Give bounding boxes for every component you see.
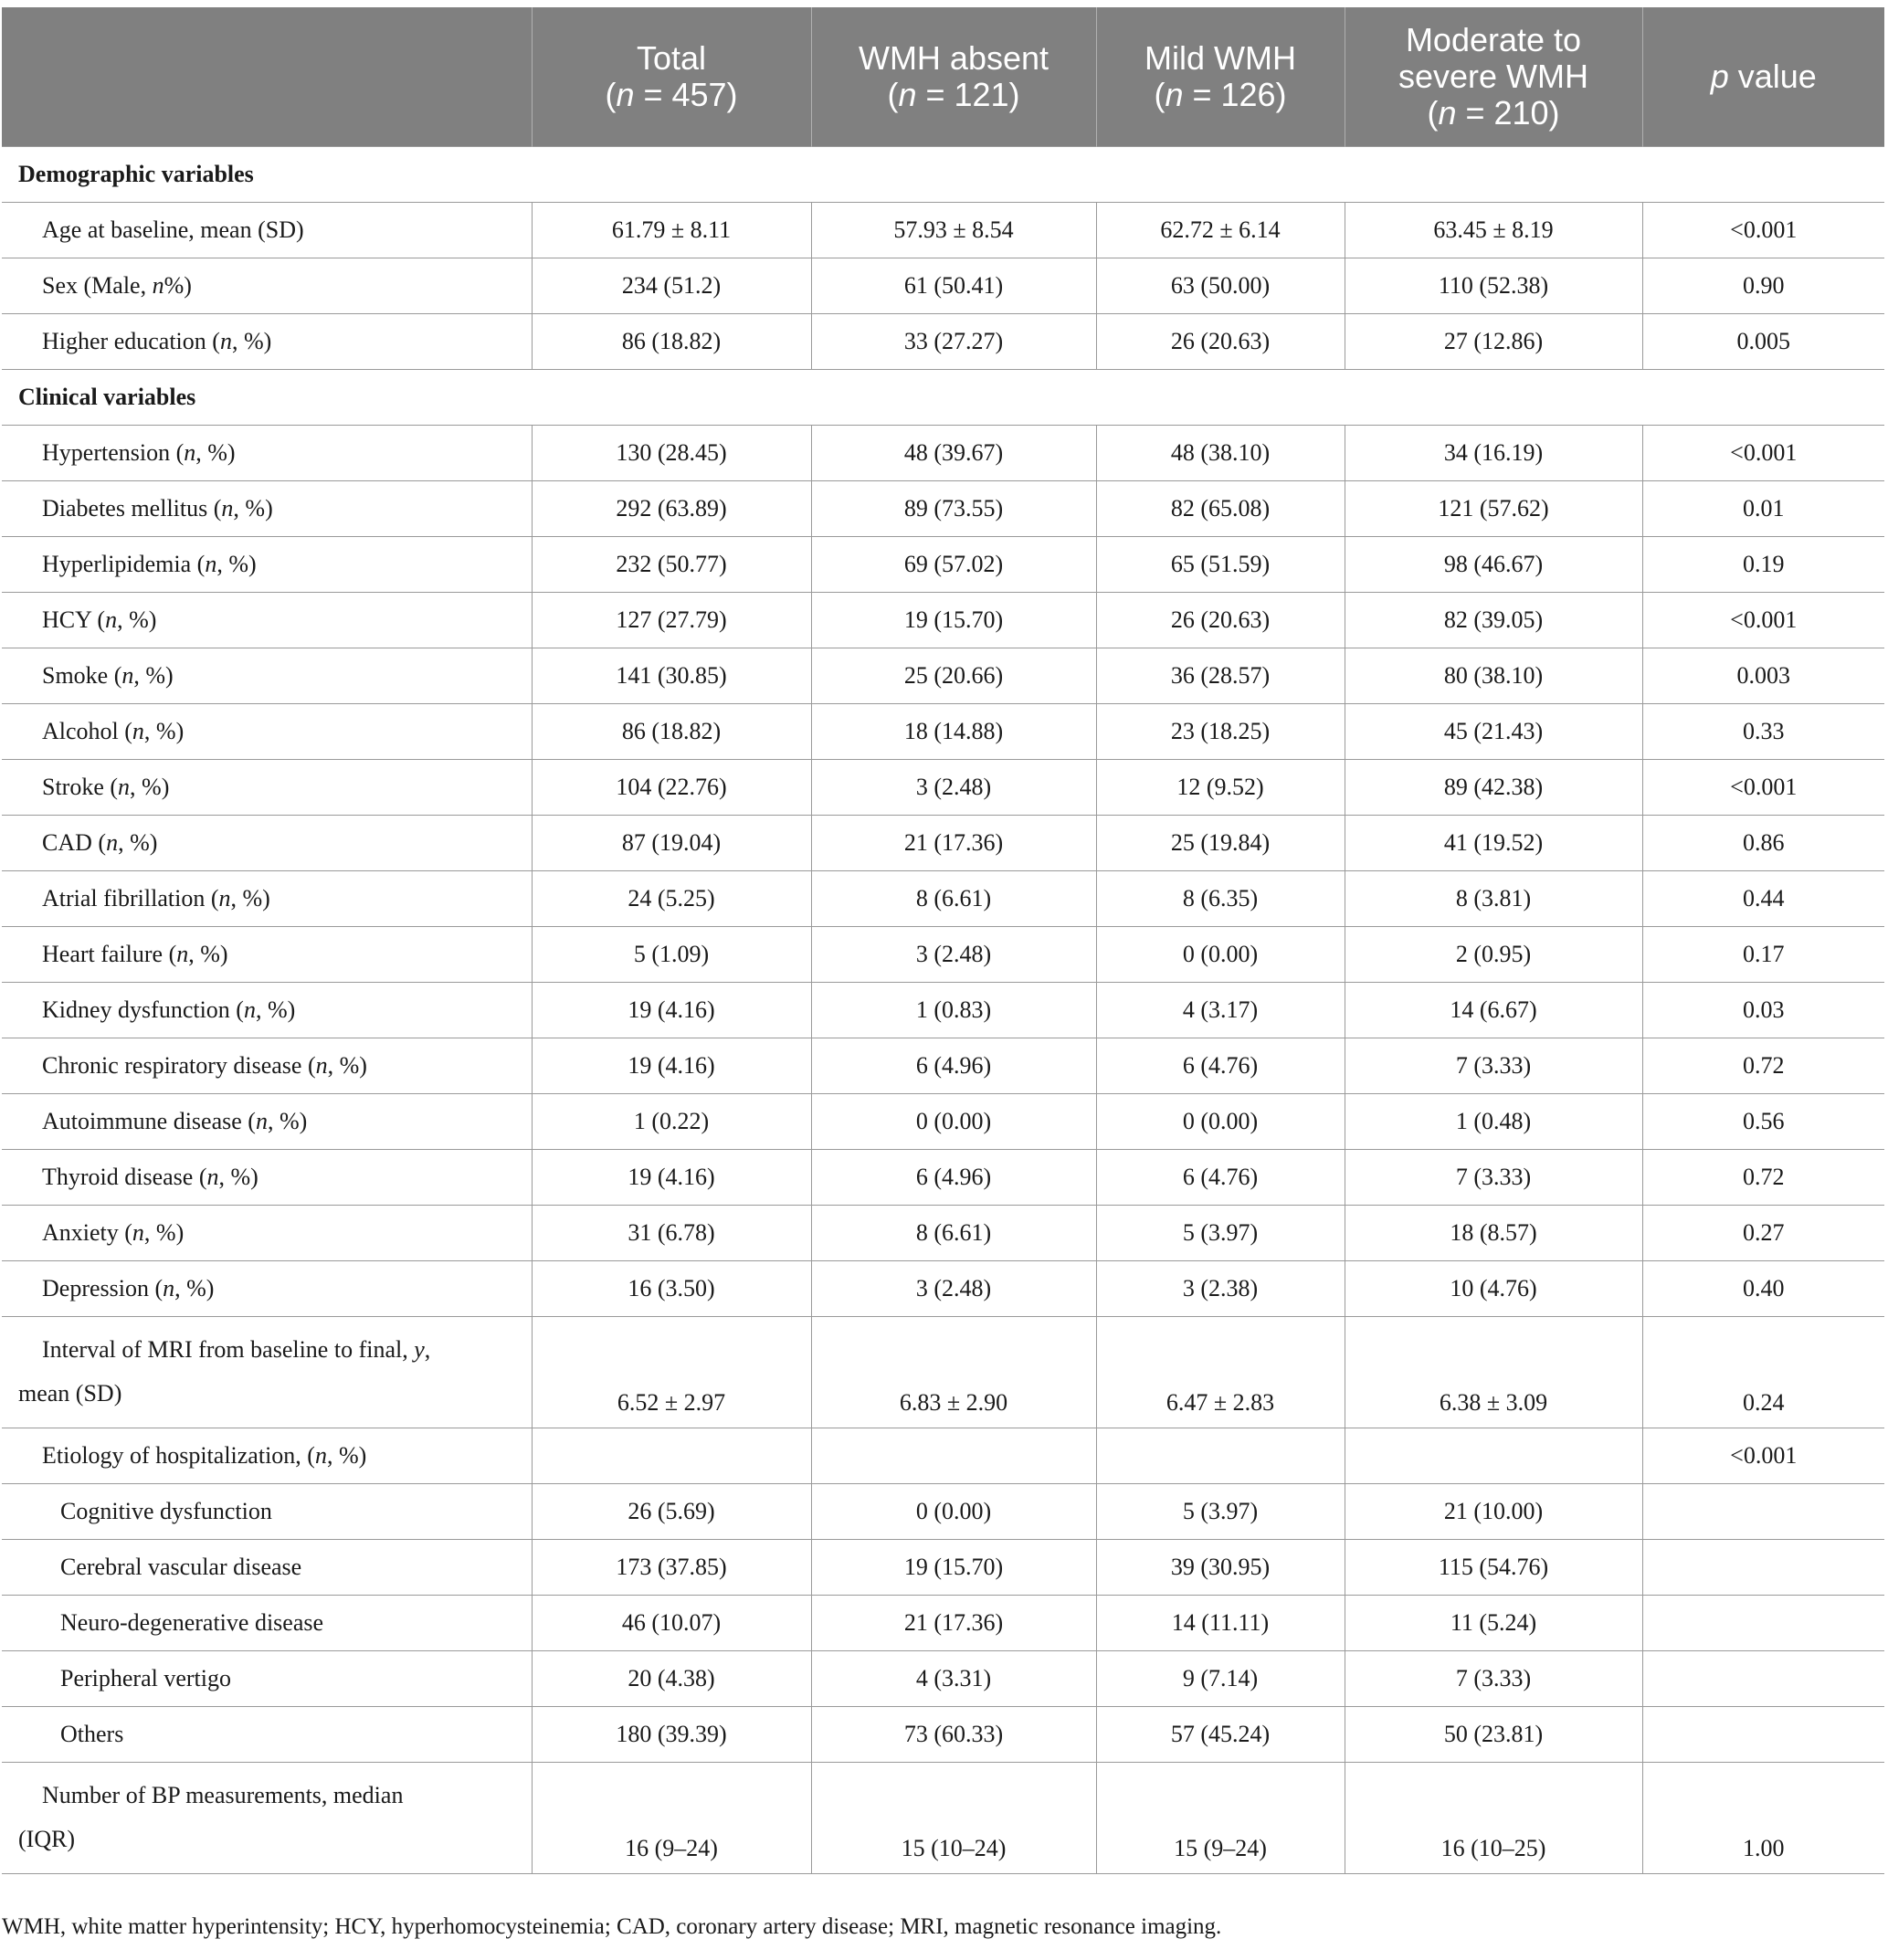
cell-moderate-severe-wmh: 7 (3.33) bbox=[1345, 1150, 1642, 1206]
cell-total: 46 (10.07) bbox=[532, 1596, 811, 1651]
cell-mild-wmh: 0 (0.00) bbox=[1096, 1094, 1345, 1150]
cell-p-value bbox=[1642, 1540, 1884, 1596]
table-row bbox=[2, 816, 1884, 871]
row-label: Number of BP measurements, median (IQR) bbox=[2, 1763, 532, 1874]
row-label: Kidney dysfunction (n, %) bbox=[2, 983, 532, 1038]
cell-moderate-severe-wmh: 11 (5.24) bbox=[1345, 1596, 1642, 1651]
cell-p-value: 0.005 bbox=[1642, 314, 1884, 370]
cell-wmh-absent: 6 (4.96) bbox=[811, 1038, 1096, 1094]
cell-wmh-absent: 15 (10–24) bbox=[811, 1763, 1096, 1874]
cell-p-value: 0.03 bbox=[1642, 983, 1884, 1038]
cell-total: 5 (1.09) bbox=[532, 927, 811, 983]
cell-mild-wmh: 25 (19.84) bbox=[1096, 816, 1345, 871]
cell-total: 19 (4.16) bbox=[532, 983, 811, 1038]
cell-p-value: <0.001 bbox=[1642, 203, 1884, 258]
cell-wmh-absent: 3 (2.48) bbox=[811, 1261, 1096, 1317]
table-row bbox=[2, 1428, 1884, 1484]
row-label: Others bbox=[2, 1707, 532, 1763]
cell-p-value: 0.72 bbox=[1642, 1038, 1884, 1094]
cell-mild-wmh: 6 (4.76) bbox=[1096, 1150, 1345, 1206]
cell-total: 130 (28.45) bbox=[532, 426, 811, 481]
cell-p-value: 0.72 bbox=[1642, 1150, 1884, 1206]
table-row bbox=[2, 871, 1884, 927]
cell-mild-wmh: 65 (51.59) bbox=[1096, 537, 1345, 593]
cell-mild-wmh: 39 (30.95) bbox=[1096, 1540, 1345, 1596]
cell-moderate-severe-wmh: 80 (38.10) bbox=[1345, 648, 1642, 704]
row-label: Higher education (n, %) bbox=[2, 314, 532, 370]
cell-moderate-severe-wmh: 45 (21.43) bbox=[1345, 704, 1642, 760]
cell-mild-wmh: 15 (9–24) bbox=[1096, 1763, 1345, 1874]
cell-total: 104 (22.76) bbox=[532, 760, 811, 816]
table-row bbox=[2, 537, 1884, 593]
cell-wmh-absent: 4 (3.31) bbox=[811, 1651, 1096, 1707]
row-label: Smoke (n, %) bbox=[2, 648, 532, 704]
cell-total: 61.79 ± 8.11 bbox=[532, 203, 811, 258]
cell-total: 1 (0.22) bbox=[532, 1094, 811, 1150]
cell-mild-wmh: 26 (20.63) bbox=[1096, 593, 1345, 648]
cell-p-value: 0.44 bbox=[1642, 871, 1884, 927]
cell-total: 87 (19.04) bbox=[532, 816, 811, 871]
cell-wmh-absent: 69 (57.02) bbox=[811, 537, 1096, 593]
row-label: Hypertension (n, %) bbox=[2, 426, 532, 481]
cell-moderate-severe-wmh: 41 (19.52) bbox=[1345, 816, 1642, 871]
table-row bbox=[2, 1038, 1884, 1094]
cell-total: 31 (6.78) bbox=[532, 1206, 811, 1261]
cell-moderate-severe-wmh: 1 (0.48) bbox=[1345, 1094, 1642, 1150]
baseline-characteristics-table bbox=[2, 7, 1884, 1874]
cell-moderate-severe-wmh: 8 (3.81) bbox=[1345, 871, 1642, 927]
cell-mild-wmh: 6 (4.76) bbox=[1096, 1038, 1345, 1094]
table-row bbox=[2, 1261, 1884, 1317]
cell-mild-wmh: 14 (11.11) bbox=[1096, 1596, 1345, 1651]
cell-p-value: 0.003 bbox=[1642, 648, 1884, 704]
cell-total: 19 (4.16) bbox=[532, 1150, 811, 1206]
cell-p-value: 0.19 bbox=[1642, 537, 1884, 593]
row-label: Alcohol (n, %) bbox=[2, 704, 532, 760]
section-header-row bbox=[2, 370, 1884, 426]
cell-p-value bbox=[1642, 1596, 1884, 1651]
row-label: Stroke (n, %) bbox=[2, 760, 532, 816]
cell-p-value: 0.56 bbox=[1642, 1094, 1884, 1150]
cell-total: 16 (3.50) bbox=[532, 1261, 811, 1317]
cell-p-value: 0.33 bbox=[1642, 704, 1884, 760]
cell-moderate-severe-wmh: 34 (16.19) bbox=[1345, 426, 1642, 481]
cell-mild-wmh: 62.72 ± 6.14 bbox=[1096, 203, 1345, 258]
row-label: Atrial fibrillation (n, %) bbox=[2, 871, 532, 927]
cell-p-value: <0.001 bbox=[1642, 760, 1884, 816]
cell-wmh-absent bbox=[811, 1428, 1096, 1484]
cell-total: 16 (9–24) bbox=[532, 1763, 811, 1874]
row-label: Thyroid disease (n, %) bbox=[2, 1150, 532, 1206]
row-label: CAD (n, %) bbox=[2, 816, 532, 871]
cell-p-value: 0.17 bbox=[1642, 927, 1884, 983]
row-label: HCY (n, %) bbox=[2, 593, 532, 648]
cell-wmh-absent: 6.83 ± 2.90 bbox=[811, 1317, 1096, 1428]
cell-p-value: <0.001 bbox=[1642, 426, 1884, 481]
cell-wmh-absent: 1 (0.83) bbox=[811, 983, 1096, 1038]
cell-moderate-severe-wmh: 2 (0.95) bbox=[1345, 927, 1642, 983]
cell-total: 141 (30.85) bbox=[532, 648, 811, 704]
table-row bbox=[2, 1707, 1884, 1763]
cell-moderate-severe-wmh: 6.38 ± 3.09 bbox=[1345, 1317, 1642, 1428]
cell-wmh-absent: 0 (0.00) bbox=[811, 1484, 1096, 1540]
cell-wmh-absent: 61 (50.41) bbox=[811, 258, 1096, 314]
table-row bbox=[2, 258, 1884, 314]
section-header-row bbox=[2, 147, 1884, 203]
table-row bbox=[2, 203, 1884, 258]
cell-moderate-severe-wmh: 10 (4.76) bbox=[1345, 1261, 1642, 1317]
row-label: Age at baseline, mean (SD) bbox=[2, 203, 532, 258]
cell-total: 20 (4.38) bbox=[532, 1651, 811, 1707]
header-blank bbox=[2, 7, 532, 147]
cell-total: 127 (27.79) bbox=[532, 593, 811, 648]
cell-wmh-absent: 18 (14.88) bbox=[811, 704, 1096, 760]
cell-total: 86 (18.82) bbox=[532, 314, 811, 370]
row-label: Depression (n, %) bbox=[2, 1261, 532, 1317]
cell-wmh-absent: 0 (0.00) bbox=[811, 1094, 1096, 1150]
cell-wmh-absent: 89 (73.55) bbox=[811, 481, 1096, 537]
cell-mild-wmh: 63 (50.00) bbox=[1096, 258, 1345, 314]
table-footnote: WMH, white matter hyperintensity; HCY, hyperhomocysteinemia; CAD, coronary artery disease; MRI, magnetic resonance imaging. bbox=[2, 1914, 1222, 1939]
table-row bbox=[2, 1094, 1884, 1150]
cell-total: 292 (63.89) bbox=[532, 481, 811, 537]
cell-total: 86 (18.82) bbox=[532, 704, 811, 760]
table-row bbox=[2, 760, 1884, 816]
header-p-value: p value bbox=[1642, 7, 1884, 147]
cell-moderate-severe-wmh: 14 (6.67) bbox=[1345, 983, 1642, 1038]
table-row bbox=[2, 593, 1884, 648]
row-label: Sex (Male, n%) bbox=[2, 258, 532, 314]
cell-mild-wmh: 9 (7.14) bbox=[1096, 1651, 1345, 1707]
cell-total: 26 (5.69) bbox=[532, 1484, 811, 1540]
cell-moderate-severe-wmh: 50 (23.81) bbox=[1345, 1707, 1642, 1763]
table-row bbox=[2, 1484, 1884, 1540]
cell-wmh-absent: 21 (17.36) bbox=[811, 1596, 1096, 1651]
cell-p-value: 0.27 bbox=[1642, 1206, 1884, 1261]
row-label: Chronic respiratory disease (n, %) bbox=[2, 1038, 532, 1094]
cell-wmh-absent: 48 (39.67) bbox=[811, 426, 1096, 481]
cell-mild-wmh: 26 (20.63) bbox=[1096, 314, 1345, 370]
cell-moderate-severe-wmh: 16 (10–25) bbox=[1345, 1763, 1642, 1874]
cell-total: 6.52 ± 2.97 bbox=[532, 1317, 811, 1428]
table-row bbox=[2, 704, 1884, 760]
cell-wmh-absent: 73 (60.33) bbox=[811, 1707, 1096, 1763]
cell-mild-wmh: 3 (2.38) bbox=[1096, 1261, 1345, 1317]
cell-moderate-severe-wmh: 7 (3.33) bbox=[1345, 1038, 1642, 1094]
cell-p-value: 1.00 bbox=[1642, 1763, 1884, 1874]
row-label: Interval of MRI from baseline to final, y, mean (SD) bbox=[2, 1317, 532, 1428]
cell-moderate-severe-wmh: 121 (57.62) bbox=[1345, 481, 1642, 537]
cell-total bbox=[532, 1428, 811, 1484]
header-wmh-absent: WMH absent (n = 121) bbox=[811, 7, 1096, 147]
cell-p-value: 0.90 bbox=[1642, 258, 1884, 314]
cell-mild-wmh: 5 (3.97) bbox=[1096, 1206, 1345, 1261]
row-label: Diabetes mellitus (n, %) bbox=[2, 481, 532, 537]
cell-mild-wmh: 82 (65.08) bbox=[1096, 481, 1345, 537]
cell-mild-wmh: 12 (9.52) bbox=[1096, 760, 1345, 816]
table-row bbox=[2, 1540, 1884, 1596]
row-label: Cerebral vascular disease bbox=[2, 1540, 532, 1596]
cell-wmh-absent: 8 (6.61) bbox=[811, 871, 1096, 927]
cell-mild-wmh: 36 (28.57) bbox=[1096, 648, 1345, 704]
cell-wmh-absent: 25 (20.66) bbox=[811, 648, 1096, 704]
table-row bbox=[2, 1763, 1884, 1874]
row-label: Peripheral vertigo bbox=[2, 1651, 532, 1707]
header-total: Total (n = 457) bbox=[532, 7, 811, 147]
header-mild-wmh: Mild WMH (n = 126) bbox=[1096, 7, 1345, 147]
cell-moderate-severe-wmh: 27 (12.86) bbox=[1345, 314, 1642, 370]
cell-mild-wmh bbox=[1096, 1428, 1345, 1484]
cell-wmh-absent: 6 (4.96) bbox=[811, 1150, 1096, 1206]
cell-wmh-absent: 21 (17.36) bbox=[811, 816, 1096, 871]
table-row bbox=[2, 983, 1884, 1038]
table-row bbox=[2, 648, 1884, 704]
row-label: Etiology of hospitalization, (n, %) bbox=[2, 1428, 532, 1484]
cell-total: 24 (5.25) bbox=[532, 871, 811, 927]
cell-moderate-severe-wmh bbox=[1345, 1428, 1642, 1484]
cell-p-value: 0.86 bbox=[1642, 816, 1884, 871]
cell-mild-wmh: 48 (38.10) bbox=[1096, 426, 1345, 481]
cell-p-value: <0.001 bbox=[1642, 1428, 1884, 1484]
cell-p-value bbox=[1642, 1651, 1884, 1707]
cell-wmh-absent: 19 (15.70) bbox=[811, 593, 1096, 648]
section-title: Demographic variables bbox=[2, 147, 1884, 203]
cell-wmh-absent: 19 (15.70) bbox=[811, 1540, 1096, 1596]
cell-p-value bbox=[1642, 1484, 1884, 1540]
cell-total: 173 (37.85) bbox=[532, 1540, 811, 1596]
cell-mild-wmh: 0 (0.00) bbox=[1096, 927, 1345, 983]
table-row bbox=[2, 314, 1884, 370]
table-row bbox=[2, 1651, 1884, 1707]
row-label: Cognitive dysfunction bbox=[2, 1484, 532, 1540]
cell-p-value: <0.001 bbox=[1642, 593, 1884, 648]
table-header-row bbox=[2, 7, 1884, 147]
cell-mild-wmh: 6.47 ± 2.83 bbox=[1096, 1317, 1345, 1428]
cell-moderate-severe-wmh: 110 (52.38) bbox=[1345, 258, 1642, 314]
table-row bbox=[2, 1317, 1884, 1428]
cell-mild-wmh: 8 (6.35) bbox=[1096, 871, 1345, 927]
cell-wmh-absent: 57.93 ± 8.54 bbox=[811, 203, 1096, 258]
cell-p-value: 0.40 bbox=[1642, 1261, 1884, 1317]
cell-mild-wmh: 4 (3.17) bbox=[1096, 983, 1345, 1038]
cell-moderate-severe-wmh: 7 (3.33) bbox=[1345, 1651, 1642, 1707]
cell-wmh-absent: 33 (27.27) bbox=[811, 314, 1096, 370]
row-label: Anxiety (n, %) bbox=[2, 1206, 532, 1261]
cell-moderate-severe-wmh: 63.45 ± 8.19 bbox=[1345, 203, 1642, 258]
section-title: Clinical variables bbox=[2, 370, 1884, 426]
cell-p-value: 0.24 bbox=[1642, 1317, 1884, 1428]
cell-mild-wmh: 5 (3.97) bbox=[1096, 1484, 1345, 1540]
cell-total: 234 (51.2) bbox=[532, 258, 811, 314]
cell-moderate-severe-wmh: 89 (42.38) bbox=[1345, 760, 1642, 816]
row-label: Heart failure (n, %) bbox=[2, 927, 532, 983]
table-row bbox=[2, 927, 1884, 983]
header-moderate-severe-wmh: Moderate to severe WMH (n = 210) bbox=[1345, 7, 1642, 147]
row-label: Autoimmune disease (n, %) bbox=[2, 1094, 532, 1150]
table-row bbox=[2, 1150, 1884, 1206]
cell-moderate-severe-wmh: 21 (10.00) bbox=[1345, 1484, 1642, 1540]
cell-p-value: 0.01 bbox=[1642, 481, 1884, 537]
table-row bbox=[2, 481, 1884, 537]
table-row bbox=[2, 426, 1884, 481]
cell-wmh-absent: 3 (2.48) bbox=[811, 927, 1096, 983]
cell-moderate-severe-wmh: 98 (46.67) bbox=[1345, 537, 1642, 593]
cell-wmh-absent: 8 (6.61) bbox=[811, 1206, 1096, 1261]
cell-moderate-severe-wmh: 18 (8.57) bbox=[1345, 1206, 1642, 1261]
cell-p-value bbox=[1642, 1707, 1884, 1763]
cell-mild-wmh: 57 (45.24) bbox=[1096, 1707, 1345, 1763]
cell-moderate-severe-wmh: 82 (39.05) bbox=[1345, 593, 1642, 648]
cell-wmh-absent: 3 (2.48) bbox=[811, 760, 1096, 816]
row-label: Neuro-degenerative disease bbox=[2, 1596, 532, 1651]
table-row bbox=[2, 1596, 1884, 1651]
cell-total: 19 (4.16) bbox=[532, 1038, 811, 1094]
cell-total: 180 (39.39) bbox=[532, 1707, 811, 1763]
cell-moderate-severe-wmh: 115 (54.76) bbox=[1345, 1540, 1642, 1596]
row-label: Hyperlipidemia (n, %) bbox=[2, 537, 532, 593]
cell-total: 232 (50.77) bbox=[532, 537, 811, 593]
cell-mild-wmh: 23 (18.25) bbox=[1096, 704, 1345, 760]
table-row bbox=[2, 1206, 1884, 1261]
